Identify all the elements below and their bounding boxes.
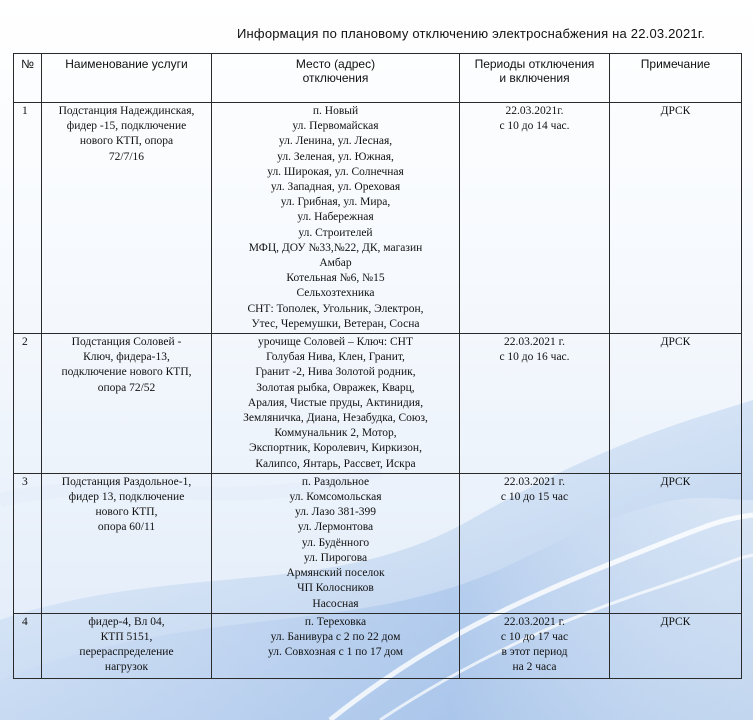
outage-place-line: ул. Ленина, ул. Лесная, (278, 135, 393, 148)
service-name (42, 103, 212, 334)
outage-place-line: ул. Комсомольская (289, 491, 382, 504)
outage-place-line: ул. Банивура с 2 по 22 дом (270, 630, 401, 643)
outage-place-line: СНТ: Тополек, Угольник, Электрон, (247, 302, 424, 315)
outage-period-line: 22.03.2021 г. (504, 475, 565, 488)
outage-period-line: с 10 до 17 час (500, 630, 569, 643)
outage-place-line: ул. Широкая, ул. Солнечная (267, 165, 404, 178)
header-place (212, 54, 460, 103)
service-name-line: Ключ, фидера-13, (83, 351, 170, 364)
outage-place-line: урочище Соловей – Ключ: СНТ (257, 336, 414, 349)
service-name-line: 72/7/16 (108, 150, 145, 163)
outage-place-line: Сельхозтехника (296, 287, 375, 300)
outage-period-line: 22.03.2021 г. (504, 615, 565, 628)
service-name-line: нового КТП, опора (79, 135, 174, 148)
outage-place-line: ул. Пирогова (303, 551, 368, 564)
service-name-line: фидер 13, подключение (68, 491, 185, 504)
service-name-line: нагрузок (104, 661, 149, 674)
outage-period-line: 22.03.2021 г. (504, 336, 565, 349)
service-name-line: Подстанция Раздольное-1, (61, 475, 192, 488)
table-row (14, 613, 742, 678)
outage-place-line: п. Тереховка (304, 615, 367, 628)
service-name (42, 334, 212, 474)
service-name (42, 473, 212, 613)
outage-period (460, 613, 610, 678)
note: ДРСК (610, 334, 742, 474)
outage-place-line: ул. Зеленая, ул. Южная, (277, 150, 394, 163)
service-name-line: перераспределение (79, 646, 174, 659)
service-name-line: подключение нового КТП, (61, 366, 192, 379)
outage-period-line: 22.03.2021г. (505, 105, 564, 117)
header-line: Место (адрес) (295, 57, 376, 71)
header-line: Периоды отключения (474, 57, 595, 71)
header-service: Наименование услуги (42, 54, 212, 103)
table-row (14, 334, 742, 474)
outage-place-line: Насосная (312, 597, 359, 610)
outage-place-line: ул. Набережная (297, 211, 374, 224)
outage-place-line: п. Раздольное (301, 475, 370, 488)
outage-place (212, 613, 460, 678)
outage-place-line: ул. Западная, ул. Ореховая (270, 181, 401, 194)
outage-period-line: с 10 до 16 час. (499, 351, 570, 364)
service-name-line: опора 60/11 (97, 521, 156, 534)
header-line: отключения (302, 71, 369, 85)
service-name (42, 613, 212, 678)
outage-place-line: ул. Строителей (298, 226, 373, 239)
table-row (14, 103, 742, 334)
note: ДРСК (610, 473, 742, 613)
outage-place-line: Армянский поселок (286, 567, 385, 580)
outage-place-line: Экспортник, Королевич, Киркизон, (249, 442, 422, 455)
outage-place-line: ул. Совхозная с 1 по 17 дом (267, 646, 404, 659)
outage-period-line: с 10 до 15 час (500, 491, 569, 504)
service-name-line: фидер -15, подключение (66, 120, 187, 133)
table-row (14, 473, 742, 613)
service-name-line: нового КТП, (95, 506, 158, 519)
outage-place-line: Коммунальник 2, Мотор, (274, 427, 397, 440)
outage-place-line: ЧП Колосников (297, 582, 374, 595)
outage-period (460, 473, 610, 613)
row-number: 2 (14, 334, 42, 474)
outage-place (212, 103, 460, 334)
outage-place-line: Калипсо, Янтарь, Рассвет, Искра (255, 457, 416, 470)
outage-place (212, 473, 460, 613)
service-name-line: Подстанция Надеждинская, (58, 105, 195, 117)
row-number: 3 (14, 473, 42, 613)
header-number: № (14, 54, 42, 103)
header-note: Примечание (610, 54, 742, 103)
outage-place-line: Гранит -2, Нива Золотой родник, (255, 366, 416, 379)
outage-place (212, 334, 460, 474)
service-name-line: фидер-4, Вл 04, (88, 615, 165, 628)
page-title: Информация по плановому отключению электроснабжения на 22.03.2021г. (237, 26, 706, 41)
outage-place-line: Утес, Черемушки, Ветеран, Сосна (251, 317, 420, 330)
table-header-row (14, 54, 742, 103)
service-name-line: Подстанция Соловей - (71, 336, 182, 349)
outage-place-line: Аралия, Чистые пруды, Актинидия, (247, 396, 424, 409)
service-name-line: опора 72/52 (97, 381, 156, 394)
outage-place-line: МФЦ, ДОУ №33,№22, ДК, магазин (248, 241, 423, 254)
header-period (460, 54, 610, 103)
outage-place-line: ул. Будённого (301, 536, 370, 549)
note: ДРСК (610, 103, 742, 334)
outage-period-line: на 2 часа (512, 661, 557, 674)
outage-place-line: Голубая Нива, Клен, Гранит, (266, 351, 405, 364)
outage-period-line: с 10 до 14 час. (499, 120, 570, 133)
outage-period (460, 334, 610, 474)
outage-period-line: в этот период (501, 646, 568, 659)
service-name-line: КТП 5151, (100, 630, 153, 643)
note: ДРСК (610, 613, 742, 678)
outage-place-line: п. Новый (312, 105, 359, 117)
outage-period (460, 103, 610, 334)
outage-place-line: Земляничка, Диана, Незабудка, Союз, (243, 412, 428, 425)
row-number: 1 (14, 103, 42, 334)
outage-table (13, 53, 742, 679)
outage-place-line: ул. Грибная, ул. Мира, (280, 196, 391, 209)
header-line: и включения (499, 71, 570, 85)
outage-place-line: ул. Первомайская (292, 120, 379, 133)
outage-place-line: Амбар (319, 257, 352, 270)
row-number: 4 (14, 613, 42, 678)
outage-place-line: ул. Лермонтова (297, 521, 374, 534)
outage-place-line: Котельная №6, №15 (286, 272, 385, 285)
outage-place-line: ул. Лазо 381-399 (294, 506, 377, 519)
outage-place-line: Золотая рыбка, Овражек, Кварц, (256, 381, 415, 394)
